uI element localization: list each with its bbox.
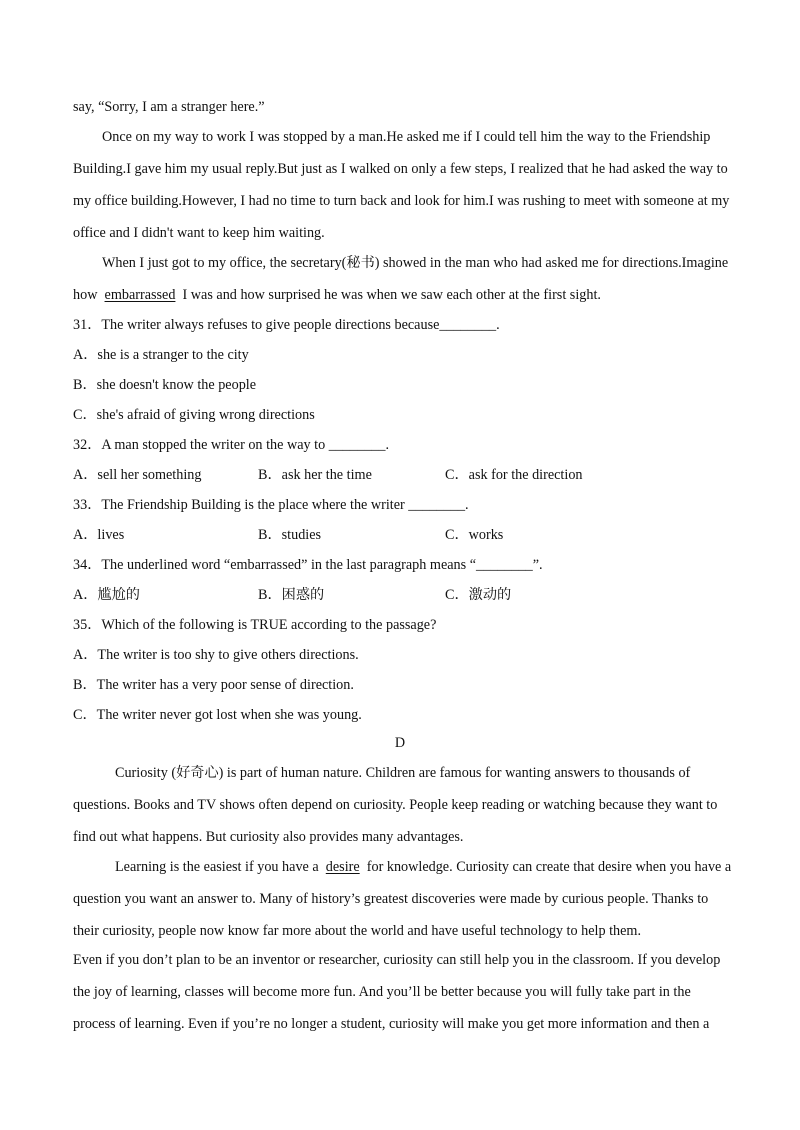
question-stem: 31．The writer always refuses to give people directions because________. [73, 317, 500, 333]
answer-option: A．sell her something [73, 467, 202, 483]
answer-option: A．lives [73, 527, 125, 543]
answer-option: A．尴尬的 [73, 587, 140, 603]
answer-option: B．The writer has a very poor sense of direction. [73, 677, 354, 693]
answer-option: B．studies [258, 527, 322, 543]
question-stem: 32．A man stopped the writer on the way to ________. [73, 437, 390, 453]
passage-line: their curiosity, people now know far more about the world and have useful technology to help them. [73, 923, 642, 939]
passage-text: Learning is the easiest if you have a [115, 859, 319, 875]
passage-line: office and I didn't want to keep him waiting. [73, 225, 325, 241]
passage-line: Building.I gave him my usual reply.But just as I walked on only a few steps, I realized that he had asked the way to [73, 161, 728, 177]
passage-line [73, 286, 601, 304]
section-heading: D [394, 735, 406, 751]
answer-option: C．ask for the direction [445, 467, 583, 483]
passage-line: question you want an answer to. Many of history’s greatest discoveries were made by curious people. Thanks to [73, 891, 709, 907]
question-stem: 35．Which of the following is TRUE according to the passage? [73, 617, 437, 633]
passage-line: When I just got to my office, the secretary(秘书) showed in the man who had asked me for directions.Imagine [102, 255, 729, 271]
passage-line: my office building.However, I had no time to turn back and look for him.I was rushing to meet with someone at my [73, 193, 730, 209]
passage-line: Curiosity (好奇心) is part of human nature. Children are famous for wanting answers to thousands of [115, 765, 691, 781]
passage-text: how [73, 287, 98, 303]
answer-option: B．she doesn't know the people [73, 377, 257, 393]
question-stem: 33．The Friendship Building is the place where the writer ________. [73, 497, 469, 513]
question-stem: 34．The underlined word “embarrassed” in the last paragraph means “________”. [73, 557, 543, 573]
passage-line: say, “Sorry, I am a stranger here.” [73, 99, 265, 115]
answer-option: C．works [445, 527, 504, 543]
passage-line: Once on my way to work I was stopped by a man.He asked me if I could tell him the way to the Friendship [102, 129, 711, 145]
passage-line: process of learning. Even if you’re no longer a student, curiosity will make you get more information and then a [73, 1016, 710, 1032]
passage-line: the joy of learning, classes will become more fun. And you’ll be better because you will fully take part in the [73, 984, 691, 1000]
answer-option: A．The writer is too shy to give others directions. [73, 647, 359, 663]
underlined-word: desire [325, 859, 360, 875]
answer-option: B．困惑的 [258, 587, 325, 603]
passage-line: find out what happens. But curiosity also provides many advantages. [73, 829, 464, 845]
answer-option: A．she is a stranger to the city [73, 347, 249, 363]
passage-line: questions. Books and TV shows often depend on curiosity. People keep reading or watching because they want to [73, 797, 718, 813]
passage-line: Even if you don’t plan to be an inventor or researcher, curiosity can still help you in the classroom. If you develop [73, 952, 721, 968]
answer-option: C．she's afraid of giving wrong directions [73, 407, 315, 423]
passage-text: for knowledge. Curiosity can create that desire when you have a [366, 859, 732, 875]
answer-option: B．ask her the time [258, 467, 372, 483]
underlined-word: embarrassed [104, 287, 176, 303]
passage-text: I was and how surprised he was when we saw each other at the first sight. [182, 287, 601, 303]
answer-option: C．The writer never got lost when she was young. [73, 707, 362, 723]
passage-line [115, 858, 731, 876]
answer-option: C．激动的 [445, 587, 512, 603]
